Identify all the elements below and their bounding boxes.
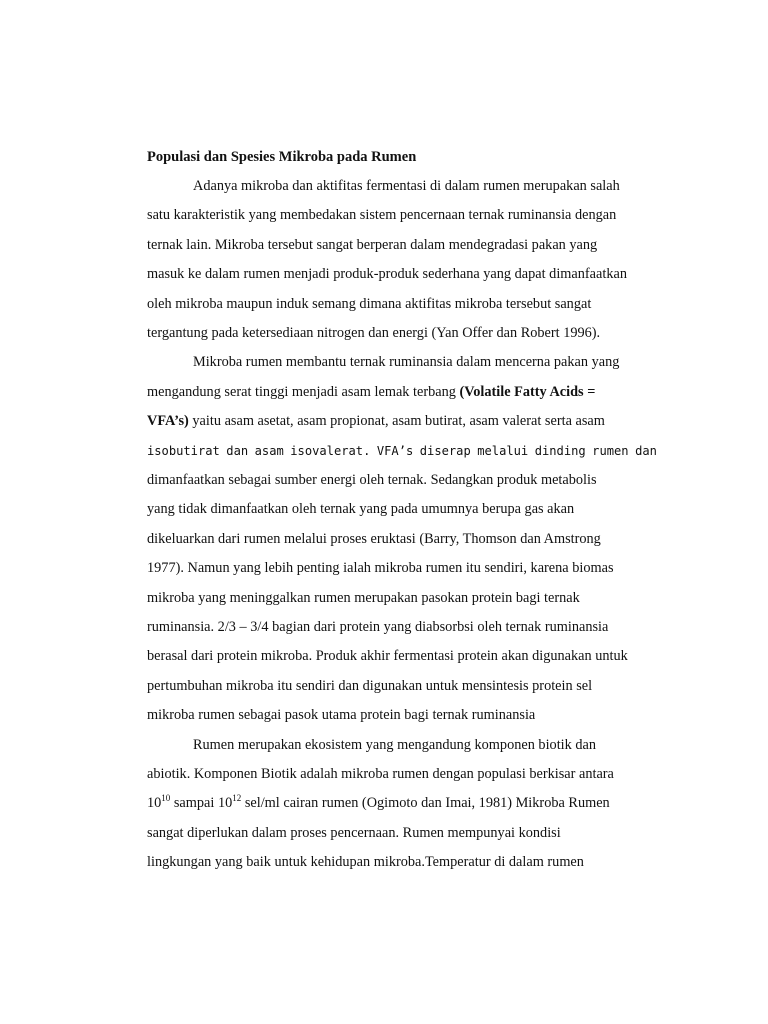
text-run: dimanfaatkan sebagai sumber energi oleh ternak. Sedangkan produk metabolis bbox=[147, 472, 597, 488]
paragraph-3-line bbox=[193, 735, 657, 755]
text-run: mengandung serat tinggi menjadi asam lemak terbang bbox=[147, 383, 460, 400]
text-run: Rumen merupakan ekosistem yang mengandung komponen biotik dan bbox=[193, 736, 597, 753]
section-heading: Populasi dan Spesies Mikroba pada Rumen bbox=[147, 149, 417, 165]
paragraph-1-line bbox=[147, 205, 657, 225]
paragraph-2-line bbox=[147, 617, 657, 637]
paragraph-1-line bbox=[193, 176, 657, 196]
text-run: yaitu asam asetat, asam propionat, asam butirat, asam valerat serta asam bbox=[188, 413, 605, 430]
paragraph-1-line bbox=[147, 235, 657, 255]
text-run: ruminansia. 2/3 – 3/4 bagian dari protein yang diabsorbsi oleh ternak ruminansia bbox=[147, 619, 609, 635]
superscript-exponent: 10 bbox=[161, 793, 171, 804]
text-run: ternak lain. Mikroba tersebut sangat berperan dalam mendegradasi pakan yang bbox=[147, 236, 598, 253]
text-run: lingkungan yang baik untuk kehidupan mikroba.Temperatur di dalam rumen bbox=[147, 854, 584, 871]
text-run: sel/ml cairan rumen (Ogimoto dan Imai, 1981) Mikroba Rumen bbox=[241, 795, 610, 812]
text-run: 1977). Namun yang lebih penting ialah mikroba rumen itu sendiri, karena biomas bbox=[147, 560, 614, 577]
text-run: tergantung pada ketersediaan nitrogen dan energi (Yan Offer dan Robert 1996). bbox=[147, 325, 601, 341]
paragraph-2-line bbox=[147, 499, 657, 519]
text-run: oleh mikroba maupun induk semang dimana aktifitas mikroba tersebut sangat bbox=[147, 295, 592, 312]
text-run: masuk ke dalam rumen menjadi produk-produk sederhana yang dapat dimanfaatkan bbox=[147, 266, 627, 283]
paragraph-2-line bbox=[147, 588, 657, 608]
text-run: Mikroba rumen membantu ternak ruminansia dalam mencerna pakan yang bbox=[193, 354, 620, 371]
paragraph-3-line bbox=[147, 764, 657, 784]
text-run: mikroba rumen sebagai pasok utama protein bagi ternak ruminansia bbox=[147, 707, 536, 724]
text-run: (Volatile Fatty Acids = bbox=[459, 383, 596, 400]
text-run: yang tidak dimanfaatkan oleh ternak yang pada umumnya berupa gas akan bbox=[147, 501, 575, 518]
paragraph-2-line bbox=[147, 705, 657, 725]
text-run: sampai 10 bbox=[170, 795, 233, 812]
paragraph-1-line bbox=[147, 323, 657, 343]
text-run: Adanya mikroba dan aktifitas fermentasi di dalam rumen merupakan salah bbox=[193, 178, 620, 194]
superscript-exponent: 12 bbox=[232, 793, 242, 804]
text-run: berasal dari protein mikroba. Produk akhir fermentasi protein akan digunakan untuk bbox=[147, 648, 628, 665]
paragraph-2-line bbox=[147, 558, 657, 578]
paragraph-2-line bbox=[147, 441, 657, 461]
text-run: abiotik. Komponen Biotik adalah mikroba rumen dengan populasi berkisar antara bbox=[147, 766, 614, 782]
paragraph-2-line bbox=[147, 529, 657, 549]
paragraph-1-line bbox=[147, 264, 657, 284]
text-run: isobutirat dan asam isovalerat. VFA’s diserap melalui dinding rumen dan bbox=[147, 443, 657, 458]
paragraph-2-line bbox=[147, 646, 657, 666]
paragraph-2-line bbox=[147, 676, 657, 696]
paragraph-3-line bbox=[147, 793, 657, 813]
paragraph-2-line bbox=[147, 411, 657, 431]
paragraph-2-line bbox=[147, 470, 657, 490]
text-run: satu karakteristik yang membedakan sistem pencernaan ternak ruminansia dengan bbox=[147, 207, 617, 224]
text-run: pertumbuhan mikroba itu sendiri dan digunakan untuk mensintesis protein sel bbox=[147, 677, 593, 694]
text-run: mikroba yang meninggalkan rumen merupakan pasokan protein bagi ternak bbox=[147, 589, 580, 606]
text-run: dikeluarkan dari rumen melalui proses eruktasi (Barry, Thomson dan Amstrong bbox=[147, 530, 601, 547]
paragraph-1-line bbox=[147, 294, 657, 314]
paragraph-3-line bbox=[147, 852, 657, 872]
text-run: 10 bbox=[147, 795, 162, 812]
paragraph-2-line bbox=[147, 382, 657, 402]
text-run: sangat diperlukan dalam proses pencernaan. Rumen mempunyai kondisi bbox=[147, 824, 561, 841]
paragraph-2-line bbox=[193, 352, 657, 372]
text-run: VFA’s) bbox=[147, 413, 189, 430]
paragraph-3-line bbox=[147, 823, 657, 843]
